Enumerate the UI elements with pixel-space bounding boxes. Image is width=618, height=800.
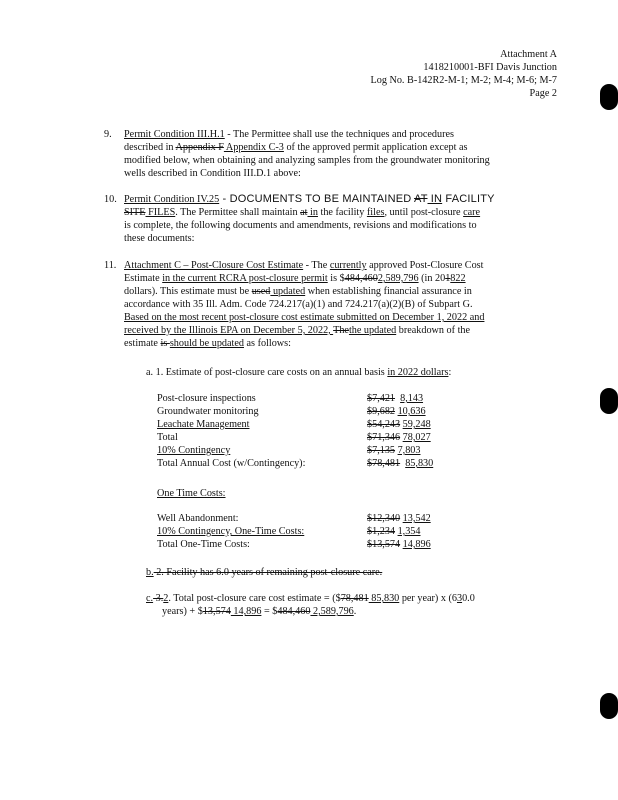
heading-text: One Time Costs: [157,488,226,499]
new-value: 10,636 [397,406,426,417]
inserted-text: 85,830 [368,593,400,604]
deleted-text: is [160,338,170,349]
page-number: Page 2 [529,88,557,99]
inserted-text: in [307,207,318,218]
old-value: $78,481 [367,458,401,469]
one-time-cost-table [157,512,487,551]
old-value: $7,421 [367,393,396,404]
deleted-text: 78,481 [340,593,369,604]
text: estimate [124,338,161,349]
old-value: $1,234 [367,526,396,537]
inserted-text: the updated [348,325,397,336]
new-value: 13,542 [402,513,431,524]
deleted-text: 3. [153,593,164,604]
deleted-text: 2. Facility has 6.0 years of remaining post-closure care. [153,567,383,578]
new-value: 59,248 [402,419,431,430]
text: is $ [327,273,345,284]
text: - The Permittee shall use the techniques and procedures [224,129,454,140]
item-number: 11. [104,260,117,271]
inserted-text: should be updated [169,338,244,349]
old-value: $9,682 [367,406,396,417]
deleted-text: Appendix F [175,142,224,153]
table-row [157,457,487,470]
inserted-text: currently [329,260,367,271]
deleted-text: 13,574 [202,606,231,617]
text: modified below, when obtaining and analyzing samples from the groundwater monitoring [124,155,490,166]
new-value: 85,830 [405,458,434,469]
text: years) + $ [162,606,203,617]
deleted-text: used [251,286,271,297]
punch-hole-mark [600,693,618,719]
subitem-a [146,366,576,379]
text: described in [124,142,176,153]
table-row [157,405,487,418]
text: is complete, the following documents and amendments, revisions and modifications to [124,220,477,231]
row-label: Well Abandonment: [157,513,239,524]
text: Estimate [124,273,163,284]
text: (in 20 [418,273,446,284]
text: wells described in Condition III.D.1 above: [124,168,301,179]
inserted-text: in 2022 dollars [387,367,449,378]
old-value: $54,243 [367,419,401,430]
item-10 [104,193,564,245]
text: 0.0 [462,593,475,604]
text: of the approved permit application except as [283,142,468,153]
inserted-text: 2,589,796 [377,273,419,284]
inserted-text: 2 [163,593,169,604]
punch-hole-mark [600,84,618,110]
inserted-text: 14,896 [230,606,262,617]
text: as follows: [243,338,291,349]
deleted-text: 484,460 [344,273,378,284]
inserted-text: IN [427,193,443,205]
text: = $ [261,606,278,617]
table-row [157,431,487,444]
inserted-text: 822 [450,273,466,284]
item-9 [104,128,564,180]
row-label: 10% Contingency, One-Time Costs: [157,526,305,537]
deleted-text: SITE [124,207,146,218]
text: approved Post-Closure Cost [366,260,484,271]
inserted-text: b. [146,567,154,578]
text: : [448,367,452,378]
new-value: 1,354 [397,526,421,537]
page-header [371,48,557,100]
table-row [157,525,487,538]
row-label: 10% Contingency [157,445,231,456]
deleted-text: AT [414,193,428,205]
table-row [157,418,487,431]
table-row [157,512,487,525]
text: a. 1. Estimate of post-closure care costs on an annual basis [146,367,388,378]
text: accordance with 35 Ill. Adm. Code 724.217(a)(1) and 724.217(a)(2)(B) of Subpart G. [124,299,473,310]
text: - DOCUMENTS TO BE MAINTAINED [219,193,415,205]
table-row [157,444,487,457]
old-value: $71,346 [367,432,401,443]
row-label: Post-closure inspections [157,393,256,404]
deleted-text: The [333,325,349,336]
row-label: Total One-Time Costs: [157,539,250,550]
condition-link: Permit Condition III.H.1 [124,129,225,140]
inserted-text: 2,589,796 [310,606,354,617]
text: - The [303,260,330,271]
one-time-costs-heading [157,487,226,500]
text: the facility [317,207,367,218]
deleted-text: at [300,207,308,218]
text: . The Permittee shall maintain [175,207,301,218]
row-label: Total Annual Cost (w/Contingency): [157,458,306,469]
table-row [157,392,487,405]
text: . [353,606,357,617]
text: . Total post-closure care cost estimate = ($ [168,593,341,604]
old-value: $7,135 [367,445,396,456]
attachment-link: Attachment C – Post-Closure Cost Estimate [124,260,304,271]
subitem-b [146,566,576,579]
text: dollars). This estimate must be [124,286,252,297]
old-value: $12,340 [367,513,401,524]
log-number: Log No. B-142R2-M-1; M-2; M-4; M-6; M-7 [370,75,557,86]
text: FACILITY [442,193,495,205]
new-value: 14,896 [402,539,431,550]
text: when establishing financial assurance in [305,286,472,297]
item-number: 9. [104,129,112,140]
inserted-text: FILES [145,207,176,218]
row-label: Leachate Management [157,419,250,430]
inserted-text: 3 [456,593,463,604]
new-value: 7,803 [397,445,421,456]
inserted-text: received by the Illinois EPA on December 5, 2022, [124,325,334,336]
old-value: $13,574 [367,539,401,550]
item-number: 10. [104,194,117,205]
text: these documents: [124,233,195,244]
deleted-text: 484,460 [277,606,311,617]
deleted-text: 1 [445,273,451,284]
condition-link: Permit Condition IV.25 [124,194,220,205]
inserted-text: care [463,207,481,218]
inserted-text: c. [146,593,154,604]
text: per year) x (6 [399,593,457,604]
new-value: 78,027 [402,432,431,443]
annual-cost-table [157,392,487,470]
subitem-c [146,592,576,618]
inserted-text: Based on the most recent post-closure cost estimate submitted on December 1, 2022 and [124,312,485,323]
inserted-text: files [366,207,385,218]
inserted-text: in the current RCRA post-closure permit [162,273,328,284]
row-label: Groundwater monitoring [157,406,259,417]
table-row [157,538,487,551]
row-label: Total [157,432,178,443]
text: , until post-closure [384,207,464,218]
text: breakdown of the [396,325,471,336]
inserted-text: Appendix C-3 [223,142,284,153]
item-11 [104,259,564,350]
new-value: 8,143 [400,393,424,404]
permit-number: 1418210001-BFI Davis Junction [423,62,557,73]
inserted-text: updated [270,286,306,297]
attachment-label: Attachment A [500,49,557,60]
punch-hole-mark [600,388,618,414]
